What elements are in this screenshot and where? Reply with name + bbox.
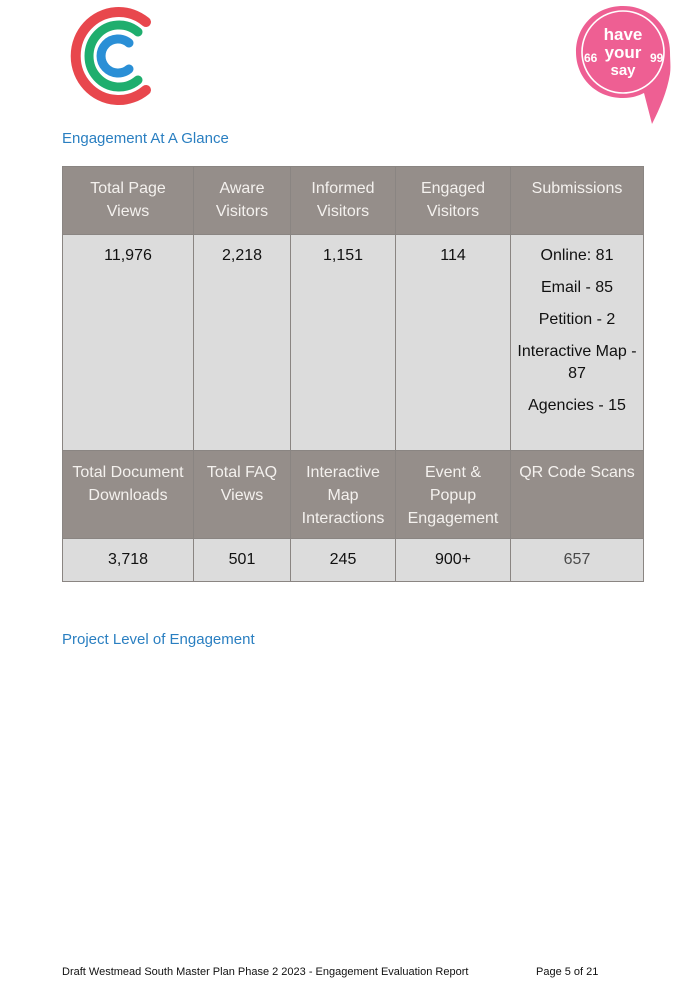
value-qr-code-scans: 657 <box>511 539 644 582</box>
header-total-page-views: Total Page Views <box>63 167 194 235</box>
logo-word-your: your <box>604 43 642 62</box>
header-engaged-visitors: Engaged Visitors <box>396 167 511 235</box>
submission-email: Email - 85 <box>540 279 614 296</box>
value-event-popup-engagement: 900+ <box>396 539 511 582</box>
value-engaged-visitors: 114 <box>396 235 511 451</box>
quote-open-icon: 66 <box>584 51 598 65</box>
value-interactive-map-interactions: 245 <box>291 539 396 582</box>
header-total-faq-views: Total FAQ Views <box>194 451 291 539</box>
engagement-table <box>62 166 644 582</box>
council-logo-icon <box>66 6 158 106</box>
speech-bubble-icon <box>574 4 672 128</box>
table-header-row <box>63 451 644 539</box>
header-aware-visitors: Aware Visitors <box>194 167 291 235</box>
logo-word-have: have <box>603 25 643 44</box>
value-total-faq-views: 501 <box>194 539 291 582</box>
quote-close-icon: 99 <box>650 51 664 65</box>
footer-document-title: Draft Westmead South Master Plan Phase 2 2023 - Engagement Evaluation Report <box>62 966 469 978</box>
header-total-document-downloads: Total Document Downloads <box>63 451 194 539</box>
submission-petition: Petition - 2 <box>538 311 616 328</box>
have-your-say-logo <box>574 4 672 128</box>
value-total-page-views: 11,976 <box>63 235 194 451</box>
header-event-popup-engagement: Event & Popup Engagement <box>396 451 511 539</box>
value-total-document-downloads: 3,718 <box>63 539 194 582</box>
table-row <box>63 539 644 582</box>
table-header-row <box>63 167 644 235</box>
table-row <box>63 235 644 451</box>
value-submissions <box>511 235 644 451</box>
submission-interactive-map: Interactive Map - 87 <box>517 343 637 382</box>
section-title-project-level-of-engagement: Project Level of Engagement <box>62 631 255 648</box>
header-qr-code-scans: QR Code Scans <box>511 451 644 539</box>
header-informed-visitors: Informed Visitors <box>291 167 396 235</box>
submission-agencies: Agencies - 15 <box>528 397 626 414</box>
header-interactive-map-interactions: Interactive Map Interactions <box>291 451 396 539</box>
header-submissions: Submissions <box>511 167 644 235</box>
logo-word-say: say <box>610 62 636 79</box>
submission-online: Online: 81 <box>540 247 614 264</box>
section-title-engagement-at-a-glance: Engagement At A Glance <box>62 130 229 147</box>
value-informed-visitors: 1,151 <box>291 235 396 451</box>
value-aware-visitors: 2,218 <box>194 235 291 451</box>
footer-page-number: Page 5 of 21 <box>536 966 599 978</box>
council-logo <box>66 6 158 106</box>
